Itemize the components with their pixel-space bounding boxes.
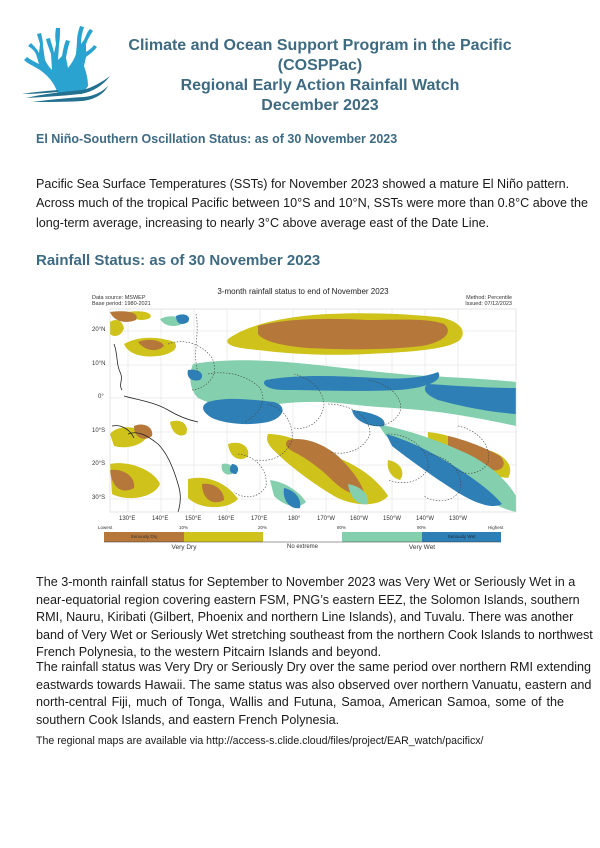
maps-link-note: The regional maps are available via http://access-s.clide.cloud/files/project/EAR_watch/pacificx/ [36, 735, 484, 747]
paragraph-line: The rainfall status was Very Dry or Seriously Dry over the same period over northern RMI extending [36, 660, 592, 674]
enso-paragraph [36, 175, 589, 233]
lat-label: 10°S [92, 428, 106, 434]
method: Method: Percentile [466, 295, 512, 301]
colorbar-tick: Highest [488, 525, 504, 530]
colorbar-tick: 10% [179, 525, 189, 530]
lon-label: 150°E [185, 516, 202, 522]
lat-label: 0° [98, 394, 104, 400]
paragraph-line: French Polynesia, to the western Pitcairn Islands and beyond. [36, 645, 382, 659]
colorbar-tick: Lowest [98, 525, 113, 530]
colorbar-tick: 90% [417, 525, 427, 530]
category-very-dry: Very Dry [171, 544, 197, 551]
enso-line: Across much of the tropical Pacific between 10°S and 10°N, SSTs were more than 0.8°C above the [36, 196, 589, 211]
paragraph-line: RMI, Nauru, Kiribati (Gilbert, Phoenix and northern Line Islands), and Tuvalu. There was another [36, 610, 574, 624]
lon-label: 140°W [416, 516, 435, 522]
paragraph-line: eastwards towards Hawaii. The same status was also observed over northern Vanuatu, eastern and [36, 677, 592, 692]
lon-label: 130°E [119, 516, 136, 522]
issue-date: December 2023 [261, 97, 379, 114]
colorbar-seriously-dry-label: Seriously Dry [130, 534, 158, 539]
rainfall-status-map [88, 284, 518, 560]
lon-label: 160°W [350, 516, 369, 522]
category-very-wet: Very Wet [408, 544, 436, 551]
map-source-info [92, 295, 151, 307]
lon-label: 180° [288, 516, 301, 522]
lat-label: 20°N [92, 327, 106, 333]
lat-label: 30°S [92, 495, 106, 501]
lon-label: 160°E [218, 516, 235, 522]
enso-line: Pacific Sea Surface Temperatures (SSTs) for November 2023 showed a mature El Niño pattern. [36, 177, 570, 191]
paragraph-line: The 3-month rainfall status for September to November 2023 was Very Wet or Seriously Wet in a [36, 575, 576, 589]
base-period: Base period: 1980-2021 [92, 301, 151, 307]
paragraph-line: southern Cook Islands, and eastern French Polynesia. [36, 712, 340, 727]
map-title: 3-month rainfall status to end of November 2023 [217, 287, 389, 296]
paragraph-line: band of Very Wet or Seriously Wet stretching southeast from the northern Cook Islands to northwest [36, 627, 593, 642]
watch-title: Regional Early Action Rainfall Watch [180, 77, 460, 94]
lat-label: 10°N [92, 361, 106, 367]
colorbar-tick: 20% [258, 525, 268, 530]
lon-label: 150°W [383, 516, 402, 522]
dry-status-paragraph [36, 659, 592, 729]
rainfall-heading: Rainfall Status: as of 30 November 2023 [36, 252, 321, 269]
issued-date: Issued: 07/12/2023 [465, 301, 512, 307]
coral-logo-icon [18, 20, 114, 106]
data-source: Data source: MSWEP [92, 295, 146, 301]
colorbar-tick: 80% [337, 525, 347, 530]
program-title: Climate and Ocean Support Program in the Pacific [128, 37, 512, 54]
category-no-extreme: No extreme [286, 544, 318, 550]
map-method-info [465, 295, 512, 307]
lon-label: 140°E [152, 516, 169, 522]
wet-status-paragraph [36, 574, 593, 662]
enso-line: long-term average, increasing to nearly 3°C above average east of the Date Line. [36, 215, 490, 230]
lon-label: 130°W [449, 516, 468, 522]
lon-label: 170°E [251, 516, 268, 522]
document-header [110, 36, 530, 116]
lat-label: 20°S [92, 461, 106, 467]
paragraph-line: north-central Fiji, much of Tonga, Wallis and Futuna, Samoa, American Samoa, some of the [36, 695, 564, 709]
lon-label: 170°W [317, 516, 336, 522]
colorbar-seriously-wet-label: Seriously Wet [447, 534, 476, 539]
paragraph-line: near-equatorial region covering eastern FSM, PNG’s eastern EEZ, the Solomon Islands, southern [36, 592, 580, 607]
program-acronym: (COSPPac) [277, 57, 363, 74]
enso-heading: El Niño-Southern Oscillation Status: as of 30 November 2023 [36, 132, 398, 146]
